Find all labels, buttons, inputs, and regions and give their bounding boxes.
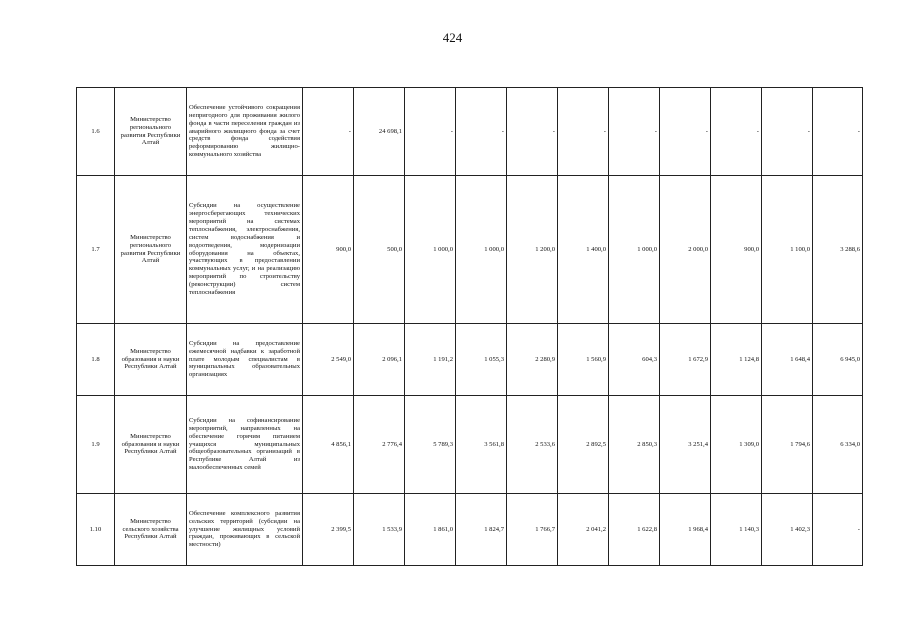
value-cell: 900,0 [711, 176, 762, 324]
row-number: 1.8 [77, 324, 115, 396]
value-cell: 2 399,5 [303, 494, 354, 566]
row-organization: Министерство образования и науки Республики Алтай [115, 324, 187, 396]
value-cell: 1 400,0 [558, 176, 609, 324]
value-cell: 1 000,0 [405, 176, 456, 324]
value-cell: - [813, 88, 863, 176]
value-cell: 1 000,0 [456, 176, 507, 324]
value-cell: 4 856,1 [303, 396, 354, 494]
value-cell: 2 041,2 [558, 494, 609, 566]
value-cell: 1 672,9 [660, 324, 711, 396]
value-cell: - [762, 88, 813, 176]
value-cell: 24 698,1 [354, 88, 405, 176]
value-cell: 1 100,0 [762, 176, 813, 324]
value-cell: 2 096,1 [354, 324, 405, 396]
value-cell: - [456, 88, 507, 176]
value-cell: 3 288,6 [813, 176, 863, 324]
value-cell: 1 055,3 [456, 324, 507, 396]
value-cell: - [813, 494, 863, 566]
value-cell: 3 561,8 [456, 396, 507, 494]
row-description: Субсидии на предоставление ежемесячной надбавки к заработной плате молодым специалистам в муниципальных образовательных организациях [187, 324, 303, 396]
value-cell: 2 549,0 [303, 324, 354, 396]
table-row [77, 176, 863, 324]
value-cell: 1 824,7 [456, 494, 507, 566]
row-organization: Министерство образования и науки Республики Алтай [115, 396, 187, 494]
value-cell: 1 402,3 [762, 494, 813, 566]
value-cell: 1 622,8 [609, 494, 660, 566]
value-cell: 2 533,6 [507, 396, 558, 494]
row-description: Субсидии на софинансирование мероприятий, направленных на обеспечение горячим питанием учащихся муниципальных общеобразовательных организаций в Республике Алтай из малообеспеченных семей [187, 396, 303, 494]
value-cell: - [660, 88, 711, 176]
value-cell: 2 000,0 [660, 176, 711, 324]
value-cell: 1 648,4 [762, 324, 813, 396]
value-cell: 1 124,8 [711, 324, 762, 396]
page-number: 424 [442, 30, 463, 45]
row-number: 1.9 [77, 396, 115, 494]
value-cell: 1 309,0 [711, 396, 762, 494]
value-cell: 1 794,6 [762, 396, 813, 494]
value-cell: 1 140,3 [711, 494, 762, 566]
value-cell: - [405, 88, 456, 176]
value-cell: 3 251,4 [660, 396, 711, 494]
table-row [77, 494, 863, 566]
value-cell: - [711, 88, 762, 176]
value-cell: 1 200,0 [507, 176, 558, 324]
row-organization: Министерство регионального развития Республики Алтай [115, 88, 187, 176]
row-description: Обеспечение устойчивого сокращения непригодного для проживания жилого фонда в части переселения граждан из аварийного жилищного фонда за счет средств фонда содействия реформированию жилищно-коммунального хозяйства [187, 88, 303, 176]
row-description: Субсидии на осуществление энергосберегающих технических мероприятий на системах теплоснабжения, электроснабжения, систем водоснабжения и водоотведения, модернизации оборудования на объектах, участвующих в предоставлении коммунальных услуг, и на реализацию мероприятий по строительству (реконструкции) систем теплоснабжения [187, 176, 303, 324]
value-cell: 1 191,2 [405, 324, 456, 396]
row-organization: Министерство регионального развития Республики Алтай [115, 176, 187, 324]
value-cell: - [303, 88, 354, 176]
value-cell: 500,0 [354, 176, 405, 324]
value-cell: 2 892,5 [558, 396, 609, 494]
row-number: 1.10 [77, 494, 115, 566]
value-cell: 604,3 [609, 324, 660, 396]
value-cell: 2 850,3 [609, 396, 660, 494]
budget-table [76, 87, 863, 566]
row-number: 1.7 [77, 176, 115, 324]
value-cell: 1 968,4 [660, 494, 711, 566]
value-cell: 6 945,0 [813, 324, 863, 396]
table-row [77, 396, 863, 494]
table-row [77, 324, 863, 396]
value-cell: 1 533,9 [354, 494, 405, 566]
value-cell: 2 280,9 [507, 324, 558, 396]
value-cell: - [558, 88, 609, 176]
value-cell: 1 766,7 [507, 494, 558, 566]
value-cell: 900,0 [303, 176, 354, 324]
value-cell: - [507, 88, 558, 176]
table-row [77, 88, 863, 176]
row-organization: Министерство сельского хозяйства Республики Алтай [115, 494, 187, 566]
value-cell: - [609, 88, 660, 176]
value-cell: 1 560,9 [558, 324, 609, 396]
row-description: Обеспечение комплексного развития сельских территорий (субсидии на улучшение жилищных условий граждан, проживающих в сельской местности) [187, 494, 303, 566]
value-cell: 1 000,0 [609, 176, 660, 324]
row-number: 1.6 [77, 88, 115, 176]
value-cell: 5 789,3 [405, 396, 456, 494]
value-cell: 2 776,4 [354, 396, 405, 494]
value-cell: 1 861,0 [405, 494, 456, 566]
value-cell: 6 334,0 [813, 396, 863, 494]
